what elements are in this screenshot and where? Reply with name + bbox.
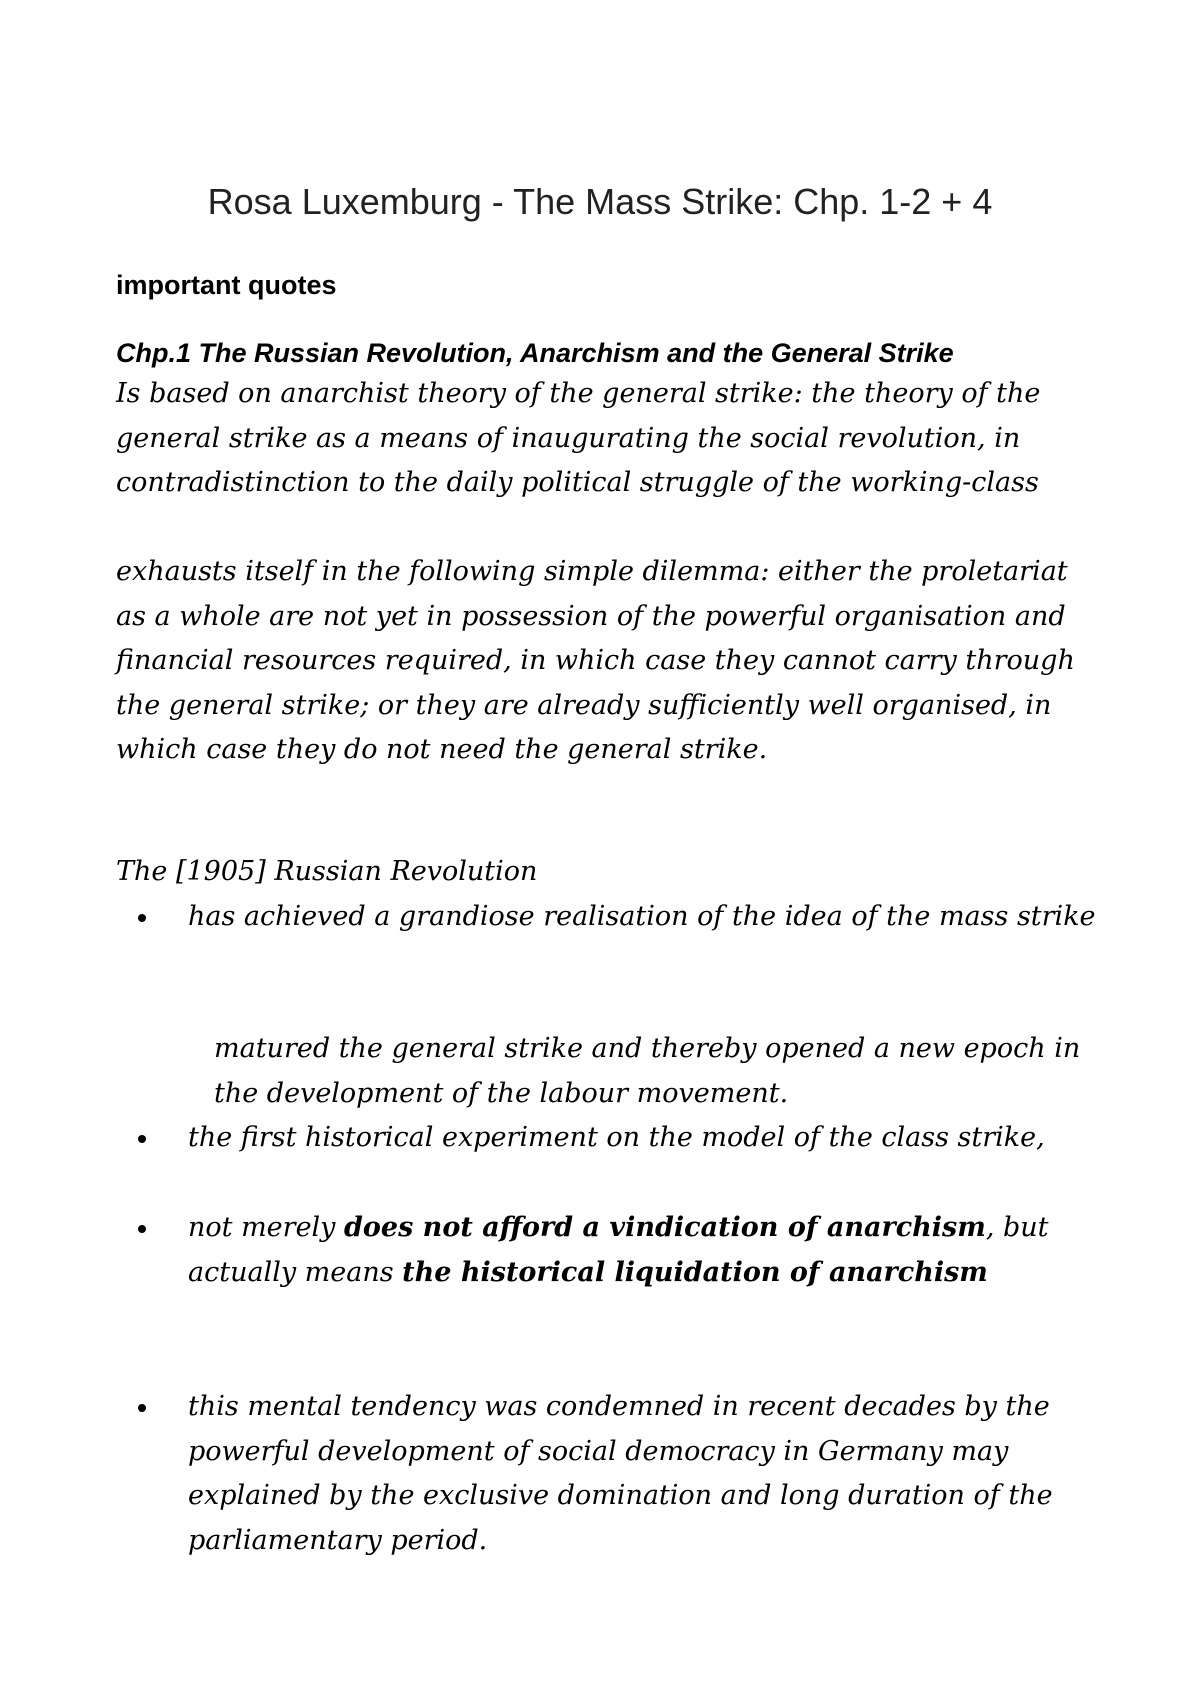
document-title: Rosa Luxemburg - The Mass Strike: Chp. 1-2 + 4 <box>207 181 993 222</box>
indented-quote: matured the general strike and thereby opened a new epoch in the development of the labour movement. <box>214 1033 1081 1109</box>
quote-paragraph-3: The [1905] Russian Revolution <box>116 856 538 887</box>
bullet-icon <box>138 1225 146 1233</box>
list-item-text <box>188 1206 1108 1295</box>
emphasis-text: does not afford a vindication of anarchism <box>344 1212 986 1243</box>
quote-paragraph-1: Is based on anarchist theory of the general strike: the theory of the general strike as a means of inaugurating the social revolution, in contradistinction to the daily political struggle of the working-class <box>116 378 1041 498</box>
emphasis-text: the historical liquidation of anarchism <box>402 1256 988 1288</box>
list-item-text: has achieved a grandiose realisation of the idea of the mass strike <box>188 901 1096 932</box>
bullet-icon <box>138 1404 146 1412</box>
bullet-icon <box>138 1135 146 1143</box>
bullet-icon <box>138 914 146 922</box>
list-item-text: this mental tendency was condemned in recent decades by the powerful development of social democracy in Germany may explained by the exclusive domination and long duration of the parliamentary period. <box>188 1391 1053 1556</box>
chapter-heading: Chp.1 The Russian Revolution, Anarchism and the General Strike <box>116 338 954 368</box>
list-item-text: the first historical experiment on the model of the class strike, <box>188 1122 1045 1153</box>
list-item-text-part: , but actually means <box>188 1212 1049 1288</box>
quote-paragraph-2: exhausts itself in the following simple dilemma: either the proletariat as a whole are not yet in possession of the powerful organisation and financial resources required, in which case they cannot carry through the general strike; or they are already sufficiently well organised, in which case they do not need the general strike. <box>116 556 1075 765</box>
section-subheading: important quotes <box>116 270 337 300</box>
list-item-text-part: not merely <box>188 1212 345 1243</box>
